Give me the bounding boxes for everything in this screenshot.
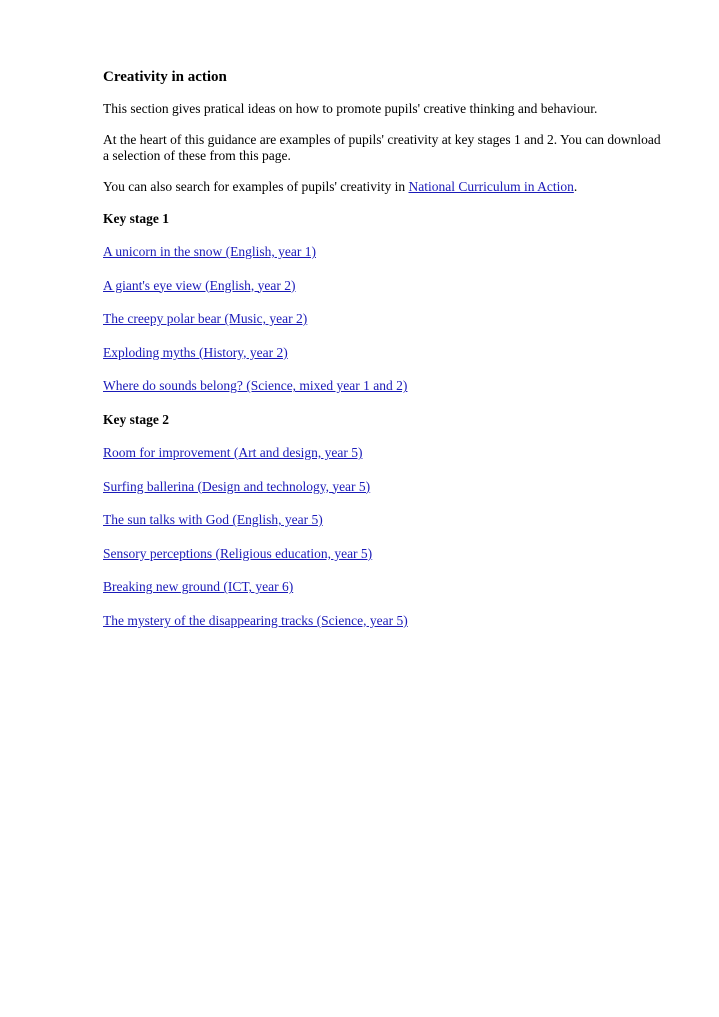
list-item (103, 478, 663, 496)
ks2-link-surfing-ballerina[interactable]: Surfing ballerina (Design and technology, year 5) (103, 478, 371, 494)
ks2-link-sun-talks-with-god[interactable]: The sun talks with God (English, year 5) (103, 512, 323, 528)
document-page (103, 66, 663, 646)
ks2-link-sensory-perceptions[interactable]: Sensory perceptions (Religious education, year 5) (103, 545, 373, 561)
ks1-link-unicorn[interactable]: A unicorn in the snow (English, year 1) (103, 244, 316, 259)
list-item (103, 545, 663, 563)
page-title: Creativity in action (103, 69, 227, 85)
key-stage-1-heading: Key stage 1 (103, 211, 169, 226)
list-item (103, 377, 663, 395)
key-stage-2-heading: Key stage 2 (103, 411, 169, 427)
list-item (103, 444, 663, 462)
national-curriculum-link[interactable]: National Curriculum in Action (408, 179, 574, 194)
ks1-link-exploding-myths[interactable]: Exploding myths (History, year 2) (103, 344, 288, 360)
key-stage-1-links (103, 243, 663, 395)
list-item (103, 243, 663, 261)
search-suffix: . (573, 179, 578, 194)
list-item (103, 344, 663, 362)
ks1-link-creepy-polar-bear[interactable]: The creepy polar bear (Music, year 2) (103, 311, 308, 327)
search-prefix: You can also search for examples of pupils' creativity in (103, 179, 409, 194)
key-stage-2-links (103, 444, 663, 630)
guidance-paragraph: At the heart of this guidance are examples of pupils' creativity at key stages 1 and 2. You can download a selection of these from this page. (103, 132, 661, 163)
ks2-link-disappearing-tracks[interactable]: The mystery of the disappearing tracks (Science, year 5) (103, 612, 408, 628)
ks1-link-giants-eye-view[interactable]: A giant's eye view (English, year 2) (103, 277, 296, 293)
ks1-link-where-do-sounds-belong[interactable]: Where do sounds belong? (Science, mixed year 1 and 2) (103, 378, 408, 394)
ks2-link-room-for-improvement[interactable]: Room for improvement (Art and design, year 5) (103, 444, 363, 460)
list-item (103, 310, 663, 328)
search-paragraph (103, 179, 663, 195)
list-item (103, 578, 663, 596)
ks2-link-breaking-new-ground[interactable]: Breaking new ground (ICT, year 6) (103, 579, 294, 595)
list-item (103, 277, 663, 295)
list-item (103, 511, 663, 529)
list-item (103, 612, 663, 630)
intro-paragraph: This section gives pratical ideas on how to promote pupils' creative thinking and behaviour. (103, 101, 598, 116)
